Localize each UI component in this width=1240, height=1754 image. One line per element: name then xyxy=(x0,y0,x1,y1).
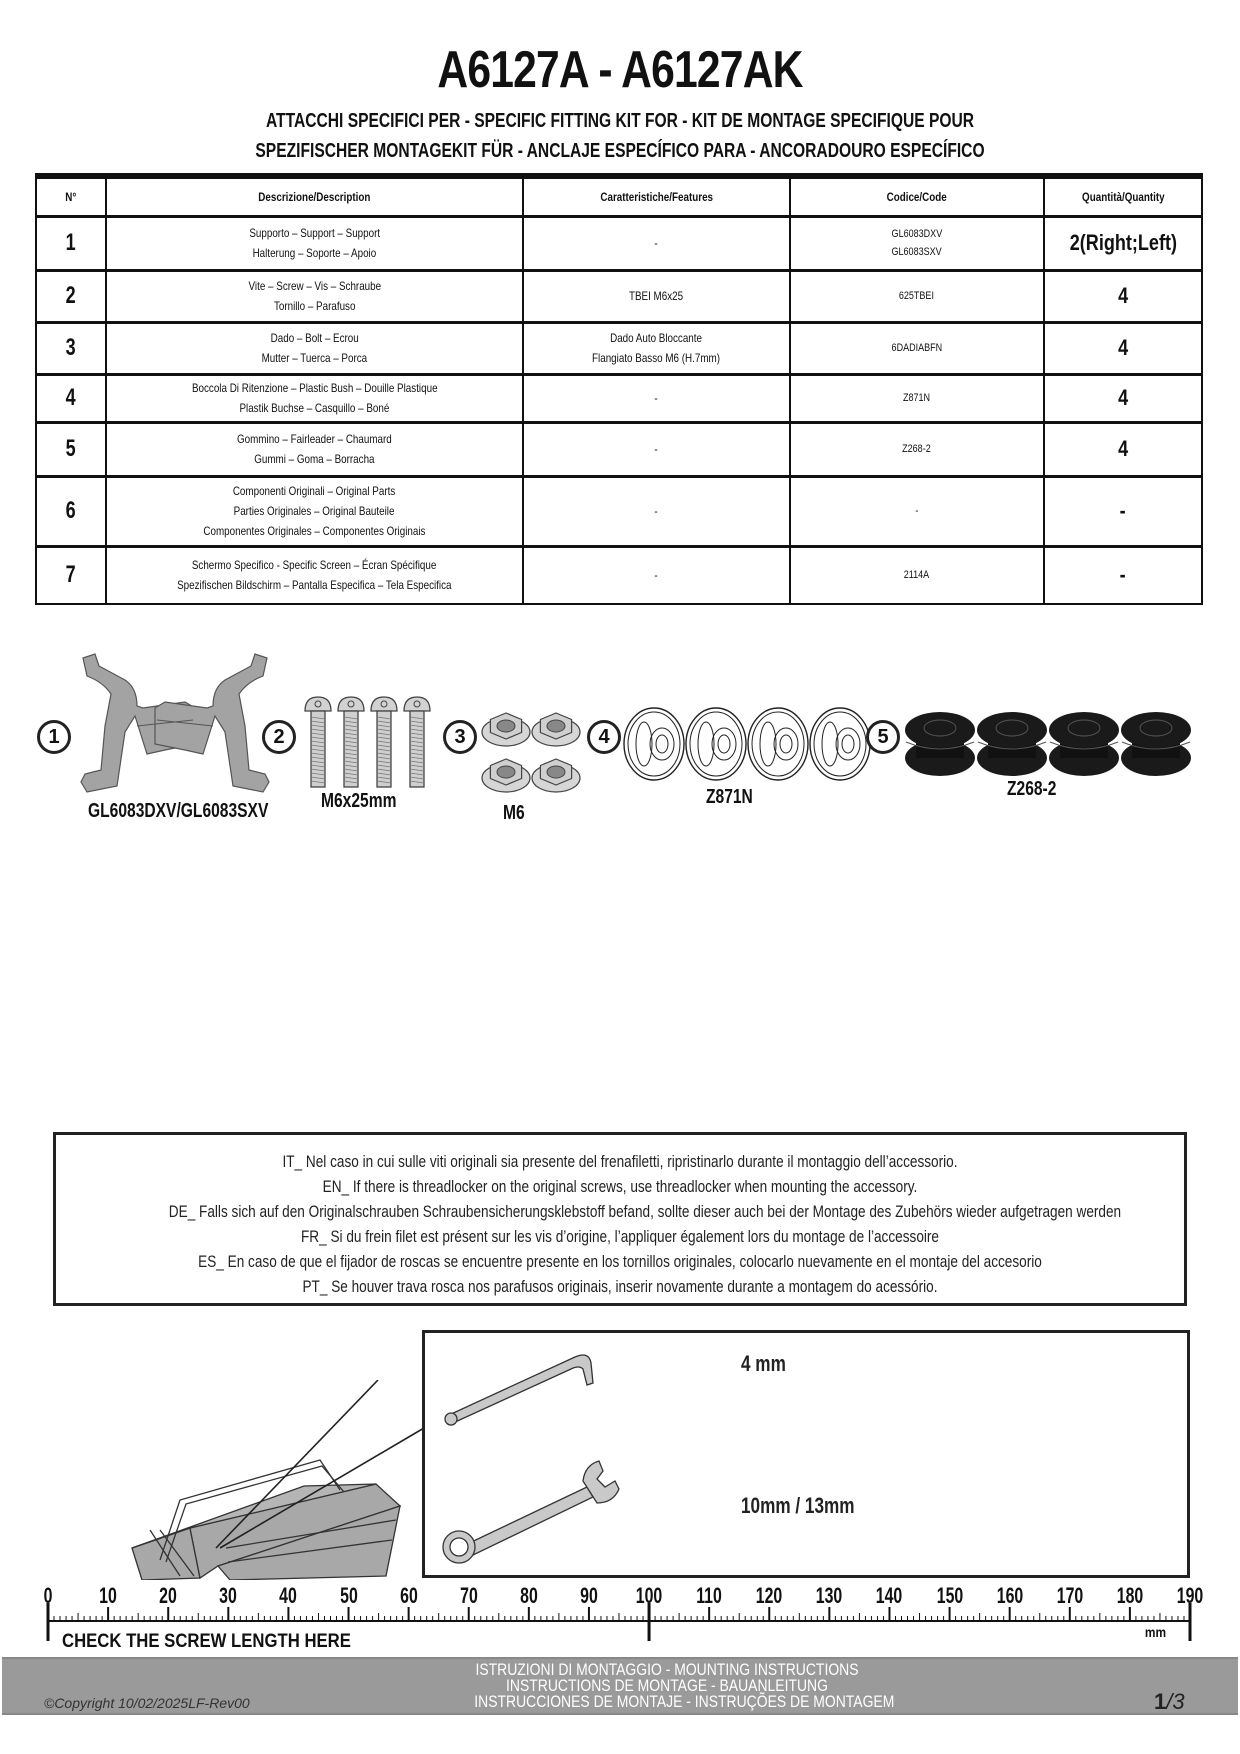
combination-wrench-icon xyxy=(437,1457,627,1569)
cell-features-text: Flangiato Basso M6 (H.7mm) xyxy=(592,351,721,365)
cell-description-text: Vite – Screw – Vis – Schraube xyxy=(248,279,381,293)
hex-key-size-label: 4 mm xyxy=(741,1351,786,1376)
cell-quantity-text: 4 xyxy=(1117,335,1129,360)
cell-description-text: Gummi – Goma – Borracha xyxy=(254,452,375,466)
ruler-tick-label: 190 xyxy=(1176,1583,1204,1608)
bush-item xyxy=(686,708,746,780)
part-label-3: M6 xyxy=(503,802,525,824)
nut-item xyxy=(482,759,530,792)
notice-line-de: DE_ Falls sich auf den Originalschrauben Schraubensicherungsklebstoff befand, sollte dieser auch bei der Montage des Zubehörs wieder aufgetragen werden xyxy=(168,1202,1122,1221)
cell-features xyxy=(523,322,790,374)
footer-bar xyxy=(2,1657,1238,1715)
footer-title-line-2: INSTRUCTIONS DE MONTAGE - BAUANLEITUNG xyxy=(506,1676,828,1695)
part-label-4: Z871N xyxy=(706,786,753,808)
ruler-caption: CHECK THE SCREW LENGTH HERE xyxy=(62,1631,351,1652)
cell-code-text: 6DADIABFN xyxy=(891,342,943,354)
grommet-item xyxy=(1121,712,1191,776)
notice-line-pt: PT_ Se houver trava rosca nos parafusos originais, inserir novamente durante a montagem do acessório. xyxy=(302,1277,938,1296)
table-row xyxy=(36,322,1202,374)
screw-item xyxy=(404,697,430,787)
cell-quantity xyxy=(1044,322,1202,374)
notice-line-it: IT_ Nel caso in cui sulle viti originali sia presente del frenafiletti, ripristinarlo durante il montaggio dell’accessorio. xyxy=(282,1152,958,1171)
column-header-features: Caratteristiche/Features xyxy=(523,176,790,216)
cell-number-text: 6 xyxy=(65,497,76,524)
grommet-item xyxy=(977,712,1047,776)
cell-description xyxy=(106,270,523,322)
subtitle-line-1: ATTACCHI SPECIFICI PER - SPECIFIC FITTING KIT FOR - KIT DE MONTAGE SPECIFIQUE POUR xyxy=(265,110,975,132)
cell-description-text: Plastik Buchse – Casquillo – Boné xyxy=(239,401,390,415)
cell-code xyxy=(790,270,1044,322)
bush-item xyxy=(810,708,870,780)
parts-table xyxy=(35,173,1203,605)
column-header-number: N° xyxy=(36,176,106,216)
nut-item xyxy=(482,713,530,746)
screw-item xyxy=(305,697,331,787)
ruler-tick-label: 50 xyxy=(339,1583,358,1608)
cell-features xyxy=(523,546,790,604)
table-body xyxy=(36,216,1202,604)
ruler-tick-label: 180 xyxy=(1116,1583,1144,1608)
grommet-item xyxy=(1049,712,1119,776)
required-tools-panel xyxy=(422,1330,1190,1578)
part-label-1: GL6083DXV/GL6083SXV xyxy=(88,800,269,822)
table-row xyxy=(36,216,1202,270)
notice-line-en: EN_ If there is threadlocker on the original screws, use threadlocker when mounting the accessory. xyxy=(322,1177,918,1196)
bracket-pair-icon xyxy=(65,646,285,796)
ruler-tick-label: 20 xyxy=(159,1583,178,1608)
cell-features xyxy=(523,270,790,322)
cell-code xyxy=(790,374,1044,422)
cell-code-text: Z268-2 xyxy=(902,443,932,455)
cell-quantity-text: - xyxy=(1120,562,1127,588)
page-current: 1 xyxy=(1154,1689,1167,1714)
page-number xyxy=(1154,1689,1185,1715)
cell-description-text: Gommino – Fairleader – Chaumard xyxy=(237,432,392,446)
rubber-grommet-icon xyxy=(904,706,1196,780)
screw-item xyxy=(338,697,364,787)
bush-item xyxy=(624,708,684,780)
cell-quantity-text: 2(Right;Left) xyxy=(1069,230,1177,255)
ruler-tick-label: 160 xyxy=(996,1583,1023,1608)
ruler-tick-label: 110 xyxy=(696,1583,722,1608)
cell-number xyxy=(36,546,106,604)
ruler-tick-label: 170 xyxy=(1056,1583,1083,1608)
cell-code xyxy=(790,476,1044,546)
cell-features-text: - xyxy=(654,236,658,250)
cell-code xyxy=(790,422,1044,476)
cell-quantity xyxy=(1044,476,1202,546)
cell-number xyxy=(36,476,106,546)
cell-number xyxy=(36,270,106,322)
part-callout-2: 2 xyxy=(262,720,296,754)
cell-description-text: Componentes Originales – Componentes Originais xyxy=(203,524,426,538)
cell-description-text: Dado – Bolt – Ecrou xyxy=(270,331,359,345)
ruler-tick-label: 80 xyxy=(520,1583,538,1608)
cell-features-text: Dado Auto Bloccante xyxy=(610,331,703,345)
subtitle-line-2: SPEZIFISCHER MONTAGEKIT FÜR - ANCLAJE ESPECÍFICO PARA - ANCORADOURO ESPECÍFICO xyxy=(255,140,985,162)
cell-features-text: - xyxy=(654,391,658,405)
table-row xyxy=(36,374,1202,422)
cell-description-text: Tornillo – Parafuso xyxy=(273,299,356,313)
table-row xyxy=(36,546,1202,604)
cell-features xyxy=(523,374,790,422)
cell-code-text: GL6083DXV xyxy=(891,228,943,240)
hex-key-icon xyxy=(443,1349,613,1429)
bush-item xyxy=(748,708,808,780)
ruler-tick-label: 0 xyxy=(43,1583,53,1608)
parts-illustration-row xyxy=(0,640,1240,840)
cell-number xyxy=(36,374,106,422)
cell-number-text: 1 xyxy=(65,229,76,256)
cell-description-text: Supporto – Support – Support xyxy=(249,226,380,240)
flange-nut-icon xyxy=(478,700,588,800)
cell-quantity xyxy=(1044,374,1202,422)
column-header-quantity: Quantità/Quantity xyxy=(1044,176,1202,216)
cell-description-text: Schermo Specifico - Specific Screen – Écran Spécifique xyxy=(192,558,437,573)
cell-features xyxy=(523,216,790,270)
cell-features-text: - xyxy=(654,442,658,456)
cell-description-text: Componenti Originali – Original Parts xyxy=(233,484,396,498)
screw-icon xyxy=(300,695,440,795)
cell-quantity xyxy=(1044,546,1202,604)
ruler-tick-label: 120 xyxy=(756,1583,783,1608)
ruler-tick-label: 30 xyxy=(219,1583,238,1608)
part-label-5: Z268-2 xyxy=(1007,778,1057,800)
table-row xyxy=(36,270,1202,322)
cell-description xyxy=(106,322,523,374)
cell-code-text: GL6083SXV xyxy=(891,246,942,258)
column-header-description: Descrizione/Description xyxy=(106,176,523,216)
toolbox-icon xyxy=(120,1380,440,1580)
cell-quantity xyxy=(1044,422,1202,476)
cell-code-text: - xyxy=(915,505,919,517)
cell-description xyxy=(106,374,523,422)
cell-description-text: Boccola Di Ritenzione – Plastic Bush – Douille Plastique xyxy=(191,381,438,395)
cell-features-text: - xyxy=(654,504,658,518)
ruler-tick-label: 60 xyxy=(399,1583,418,1608)
wrench-size-label: 10mm / 13mm xyxy=(741,1493,855,1518)
cell-description-text: Spezifischen Bildschirm – Pantalla Especifica – Tela Especifica xyxy=(177,578,452,593)
cell-number xyxy=(36,322,106,374)
document-title: A6127A - A6127AK xyxy=(437,41,803,99)
cell-number-text: 3 xyxy=(65,334,76,361)
cell-quantity-text: 4 xyxy=(1117,283,1129,308)
cell-number xyxy=(36,422,106,476)
cell-code-text: 2114A xyxy=(904,569,930,582)
screw-item xyxy=(371,697,397,787)
cell-description xyxy=(106,546,523,604)
ruler-tick-label: 90 xyxy=(580,1583,598,1608)
cell-quantity xyxy=(1044,216,1202,270)
ruler-tick-label: 150 xyxy=(936,1583,963,1608)
cell-description-text: Mutter – Tuerca – Porca xyxy=(261,351,368,365)
nut-item xyxy=(532,713,580,746)
cell-quantity-text: 4 xyxy=(1117,436,1129,461)
cell-features xyxy=(523,422,790,476)
notice-line-fr: FR_ Si du frein filet est présent sur les vis d’origine, l’appliquer également lors du montage de l’accessoire xyxy=(300,1227,939,1246)
cell-number-text: 5 xyxy=(65,435,76,462)
cell-code xyxy=(790,216,1044,270)
grommet-item xyxy=(905,712,975,776)
cell-description xyxy=(106,216,523,270)
table-row xyxy=(36,476,1202,546)
page-total: /3 xyxy=(1166,1689,1185,1714)
footer-title-line-3: INSTRUCCIONES DE MONTAJE - INSTRUÇÕES DE MONTAGEM xyxy=(474,1692,895,1711)
cell-number-text: 7 xyxy=(65,561,76,589)
cell-code-text: Z871N xyxy=(903,392,931,404)
cell-number-text: 4 xyxy=(65,384,76,411)
cell-description-text: Parties Originales – Original Bauteile xyxy=(233,504,395,518)
cell-number xyxy=(36,216,106,270)
ruler-tick-label: 70 xyxy=(459,1583,478,1608)
screw-length-ruler xyxy=(0,1575,1240,1655)
cell-description xyxy=(106,476,523,546)
notice-line-es: ES_ En caso de que el fijador de roscas se encuentre presente en los tornillos originales, colocarlo nuevamente en el montaje del accesorio xyxy=(198,1252,1042,1271)
ruler-tick-label: 130 xyxy=(816,1583,843,1608)
cell-code-text: 625TBEI xyxy=(899,290,935,302)
part-callout-3: 3 xyxy=(443,720,477,754)
ruler-unit: mm xyxy=(1144,1624,1167,1640)
part-callout-5: 5 xyxy=(866,720,900,754)
ruler-tick-label: 100 xyxy=(635,1583,663,1608)
cell-description xyxy=(106,422,523,476)
column-header-code: Codice/Code xyxy=(790,176,1044,216)
nut-item xyxy=(532,759,580,792)
table-header-row xyxy=(36,176,1202,216)
cell-features-text: TBEI M6x25 xyxy=(629,289,684,303)
cell-features xyxy=(523,476,790,546)
part-callout-1: 1 xyxy=(37,720,71,754)
threadlocker-notice xyxy=(53,1132,1187,1306)
footer-title-line-1: ISTRUZIONI DI MONTAGGIO - MOUNTING INSTRUCTIONS xyxy=(475,1660,859,1679)
plastic-bush-icon xyxy=(622,706,872,782)
copyright-text: ©Copyright 10/02/2025LF-Rev00 xyxy=(44,1695,250,1711)
ruler-tick-label: 40 xyxy=(279,1583,298,1608)
cell-features-text: - xyxy=(654,568,658,583)
part-callout-4: 4 xyxy=(587,720,621,754)
cell-code xyxy=(790,322,1044,374)
cell-code xyxy=(790,546,1044,604)
cell-quantity xyxy=(1044,270,1202,322)
cell-number-text: 2 xyxy=(65,282,76,309)
ruler-tick-label: 10 xyxy=(99,1583,117,1608)
table-row xyxy=(36,422,1202,476)
part-label-2: M6x25mm xyxy=(321,790,397,812)
cell-description-text: Halterung – Soporte – Apoio xyxy=(252,246,377,260)
cell-quantity-text: 4 xyxy=(1117,385,1129,410)
ruler-tick-label: 140 xyxy=(876,1583,903,1608)
cell-quantity-text: - xyxy=(1120,498,1127,523)
